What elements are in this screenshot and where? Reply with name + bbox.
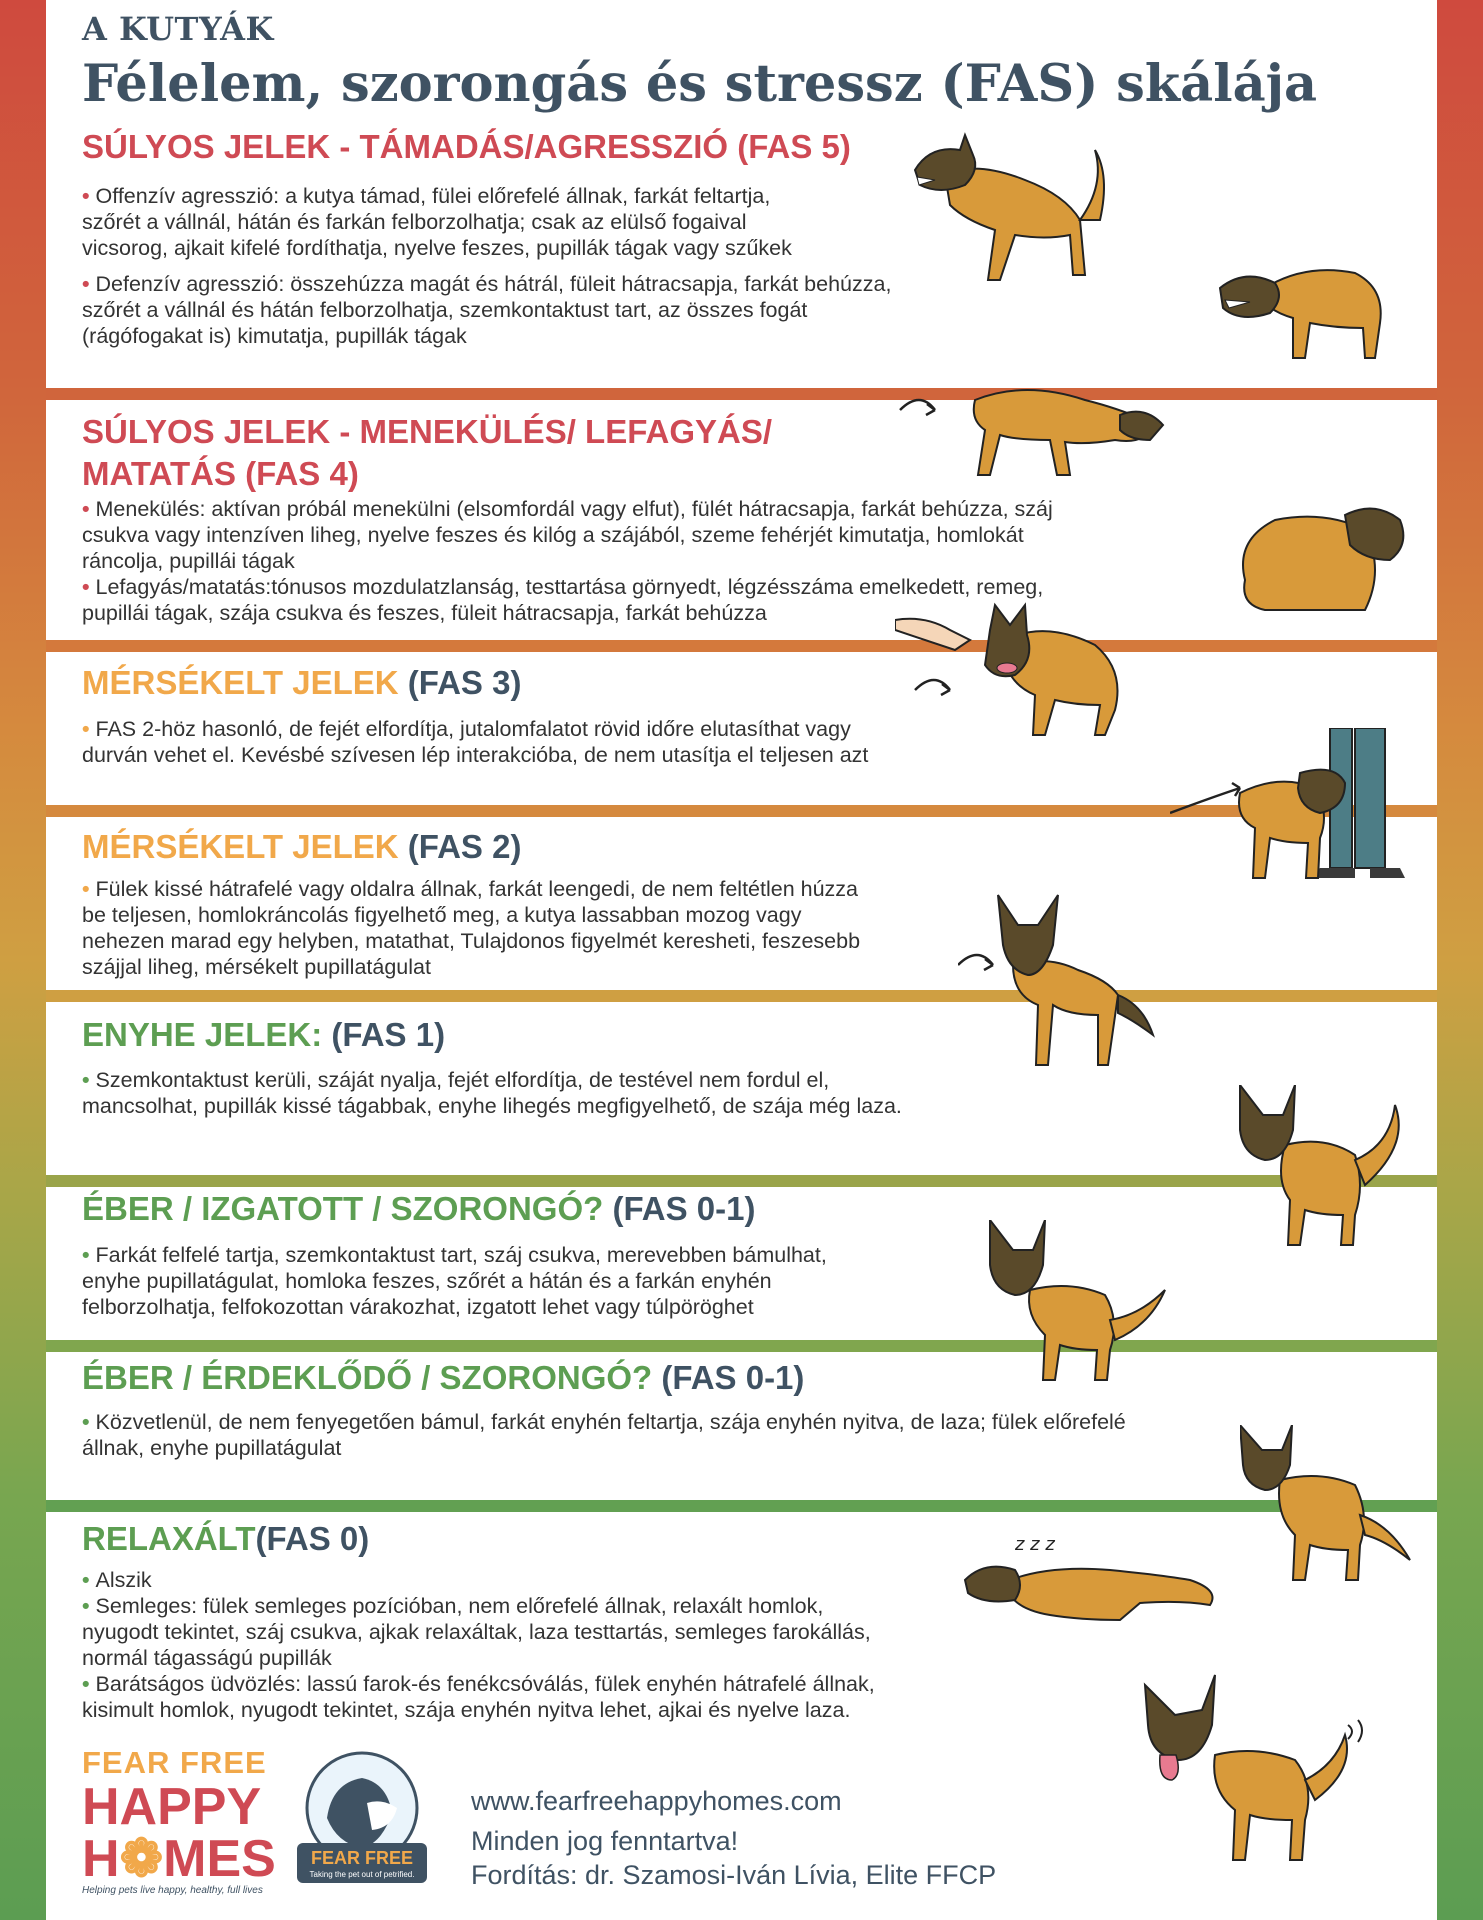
defensive-dog-illustration [1215, 248, 1395, 368]
section-line: állnak, enyhe pupillatágulat [82, 1436, 342, 1460]
section-line: nehezen marad egy helyben, matathat, Tulajdonos figyelmét keresheti, feszesebb [82, 929, 861, 953]
section-line: Alszik [95, 1568, 152, 1592]
right-gradient-bar [1437, 0, 1483, 1920]
paw-icon: ❁ [119, 1830, 164, 1888]
section-line: kisimult homlok, nyugodt tekintet, szája enyhén nyitva lehet, ajkai és nyelve laza. [82, 1698, 851, 1722]
section-line: Defenzív agresszió: összehúzza magát és hátrál, füleit hátracsapja, farkát behúzza, [95, 272, 892, 296]
section-heading-fas2 [82, 826, 521, 868]
section-line: Fülek kissé hátrafelé vagy oldalra állnak, farkát leengedi, de nem feltétlen húzza [95, 877, 859, 901]
section-line: Lefagyás/matatás:tónusos mozdulatzlanság, testtartása görnyedt, légzésszáma emelkedett, remeg, [95, 575, 1044, 599]
section-line: szőrét a vállnál, hátán és farkán felborzolhatja; csak az elülső fogaival [82, 210, 747, 234]
left-gradient-bar [0, 0, 46, 1920]
section-line: csukva vagy intenzíven liheg, nyelve feszes és kilóg a szájából, szeme fehérjét kimutatja, homlokát [82, 523, 1024, 547]
section-line: felborzolhatja, felfokozottan várakozhat, izgatott lehet vagy túlpöröghet [82, 1295, 754, 1319]
sleeping-dog-illustration [960, 1525, 1225, 1630]
alert-dog-fas2-illustration [958, 885, 1158, 1070]
bullet: • [82, 717, 96, 741]
section-heading-rest: (FAS 0-1) [661, 1359, 805, 1396]
section-line: Semleges: fülek semleges pozícióban, nem előrefelé állnak, relaxált homlok, [95, 1594, 824, 1618]
section-body-fas3 [82, 716, 1002, 778]
logo-tagline: Helping pets live happy, healthy, full lives [82, 1885, 263, 1896]
section-line: nyugodt tekintet, száj csukva, ajkak relaxáltak, laza testtartás, semleges farokállás, [82, 1620, 871, 1644]
bullet: • [82, 272, 96, 296]
section-body-fas5 [82, 183, 1022, 359]
section-line: vicsorog, ajkait kifelé fordíthatja, nyelve feszes, pupillák tágak vagy szűkek [82, 236, 792, 260]
section-heading-line: SÚLYOS JELEK - MENEKÜLÉS/ LEFAGYÁS/ [82, 413, 773, 450]
section-heading-colored: ÉBER / ÉRDEKLŐDŐ / SZORONGÓ? [82, 1359, 653, 1396]
logo-line2: HAPPY [82, 1778, 262, 1836]
divider [46, 990, 1437, 1002]
section-heading-fas01-erdeklodo [82, 1357, 804, 1399]
head-turning-dog-illustration [895, 600, 1155, 740]
section-line: Szemkontaktust kerüli, száját nyalja, fejét elfordítja, de testével nem fordul el, [95, 1068, 830, 1092]
website-link[interactable]: www.fearfreehappyhomes.com [471, 1786, 842, 1816]
bullet: • [82, 497, 96, 521]
section-heading-fas4 [82, 411, 772, 495]
bullet: • [82, 1672, 96, 1696]
bullet: • [82, 877, 96, 901]
section-heading-line: MATATÁS (FAS 4) [82, 455, 359, 492]
section-line: enyhe pupillatágulat, homloka feszes, szőrét a hátán és a farkán enyhén [82, 1269, 772, 1293]
section-line: szájjal liheg, mérsékelt pupillatágulat [82, 955, 431, 979]
mild-signs-dog-illustration [1225, 1085, 1420, 1250]
fear-free-happy-homes-logo [82, 1745, 276, 1896]
aggressive-dog-illustration [905, 125, 1135, 295]
logo-line1: FEAR FREE [82, 1745, 267, 1780]
section-heading-rest: (FAS 0) [255, 1520, 370, 1557]
section-body-fas0 [82, 1567, 1002, 1733]
section-heading-colored: ÉBER / IZGATOTT / SZORONGÓ? [82, 1190, 604, 1227]
section-body-fas01-erdeklodo [82, 1409, 1282, 1471]
section-line: Farkát felfelé tartja, szemkontaktust tart, száj csukva, merevebben bámulhat, [95, 1243, 827, 1267]
section-line: Offenzív agresszió: a kutya támad, fülei előrefelé állnak, farkát feltartja, [95, 184, 771, 208]
zzz-text: z z z [1015, 1534, 1055, 1555]
section-line: be teljesen, homlokráncolás figyelhető meg, a kutya lassabban mozog vagy [82, 903, 802, 927]
section-heading-rest: (FAS 2) [407, 828, 522, 865]
section-heading-fas5: SÚLYOS JELEK - TÁMADÁS/AGRESSZIÓ (FAS 5) [82, 128, 851, 165]
section-heading-fas1 [82, 1014, 445, 1056]
section-heading-rest: (FAS 3) [407, 664, 522, 701]
bullet: • [82, 1068, 96, 1092]
section-line: normál tágasságú pupillák [82, 1646, 332, 1670]
section-line: Közvetlenül, de nem fenyegetően bámul, farkát enyhén feltartja, szája enyhén nyitva, de laza; fülek előrefelé [95, 1410, 1126, 1434]
section-heading-colored: ENYHE JELEK: [82, 1016, 323, 1053]
section-heading-colored: MÉRSÉKELT JELEK [82, 828, 399, 865]
bullet: • [82, 1243, 96, 1267]
owner-seeking-dog-illustration [1170, 728, 1415, 888]
badge-tagline: Taking the pet out of petrified. [309, 1870, 415, 1879]
divider [46, 388, 1437, 400]
translation-credit: Fordítás: dr. Szamosi-Iván Lívia, Elite FFCP [471, 1860, 997, 1890]
divider [46, 640, 1437, 652]
section-body-fas1 [82, 1067, 1042, 1129]
bullet: • [82, 1594, 96, 1618]
divider [46, 1500, 1437, 1512]
section-heading-fas0 [82, 1518, 369, 1560]
section-line: szőrét a vállnál és hátán felborzolhatja, szemkontaktust tart, az összes fogát [82, 298, 808, 322]
friendly-greeting-dog-illustration [1140, 1670, 1375, 1865]
divider [46, 1340, 1437, 1352]
section-line: FAS 2-höz hasonló, de fejét elfordítja, jutalomfalatot rövid időre elutasíthat vagy [95, 717, 851, 741]
bullet: • [82, 575, 96, 599]
freezing-dog-illustration [1225, 490, 1415, 620]
section-heading-rest: (FAS 1) [331, 1016, 446, 1053]
section-body-fas01-izgatott [82, 1242, 962, 1330]
section-line: ráncolja, pupillái tágak [82, 549, 295, 573]
logo-line3 [82, 1830, 276, 1888]
section-line: Barátságos üdvözlés: lassú farok-és fenékcsóválás, fülek enyhén hátrafelé állnak, [95, 1672, 875, 1696]
rights-text: Minden jog fenntartva! [471, 1826, 739, 1856]
section-line: (rágófogakat is) kimutatja, pupillák tágak [82, 324, 467, 348]
badge-text: FEAR FREE [310, 1848, 413, 1868]
logo-letter: H [82, 1830, 120, 1888]
section-body-fas2 [82, 876, 1002, 990]
section-heading-fas3 [82, 662, 521, 704]
curious-dog-illustration [1240, 1425, 1420, 1585]
section-heading-colored: MÉRSÉKELT JELEK [82, 664, 399, 701]
bullet: • [82, 1410, 96, 1434]
bullet: • [82, 184, 96, 208]
section-line: durván vehet el. Kevésbé szívesen lép interakcióba, de nem utasítja el teljesen azt [82, 743, 869, 767]
page-subtitle: A KUTYÁK [82, 10, 274, 48]
section-line: pupillái tágak, szája csukva és feszes, füleit hátracsapja, farkát behúzza [82, 601, 767, 625]
bullet: • [82, 1568, 96, 1592]
section-heading-rest: (FAS 0-1) [612, 1190, 756, 1227]
fleeing-dog-illustration [895, 370, 1175, 480]
excited-dog-illustration [985, 1220, 1170, 1385]
logo-letters: MES [163, 1830, 276, 1888]
fear-free-badge [292, 1748, 432, 1888]
section-line: Menekülés: aktívan próbál menekülni (elsomfordál vagy elfut), fülét hátracsapja, farkát behúzza, száj [95, 497, 1053, 521]
page-title: Félelem, szorongás és stressz (FAS) skálája [82, 54, 1318, 114]
section-heading-fas01-izgatott [82, 1188, 755, 1230]
section-line: mancsolhat, pupillák kissé tágabbak, enyhe lihegés megfigyelhető, de szája még laza. [82, 1094, 902, 1118]
section-heading-colored: RELAXÁLT [82, 1520, 256, 1557]
